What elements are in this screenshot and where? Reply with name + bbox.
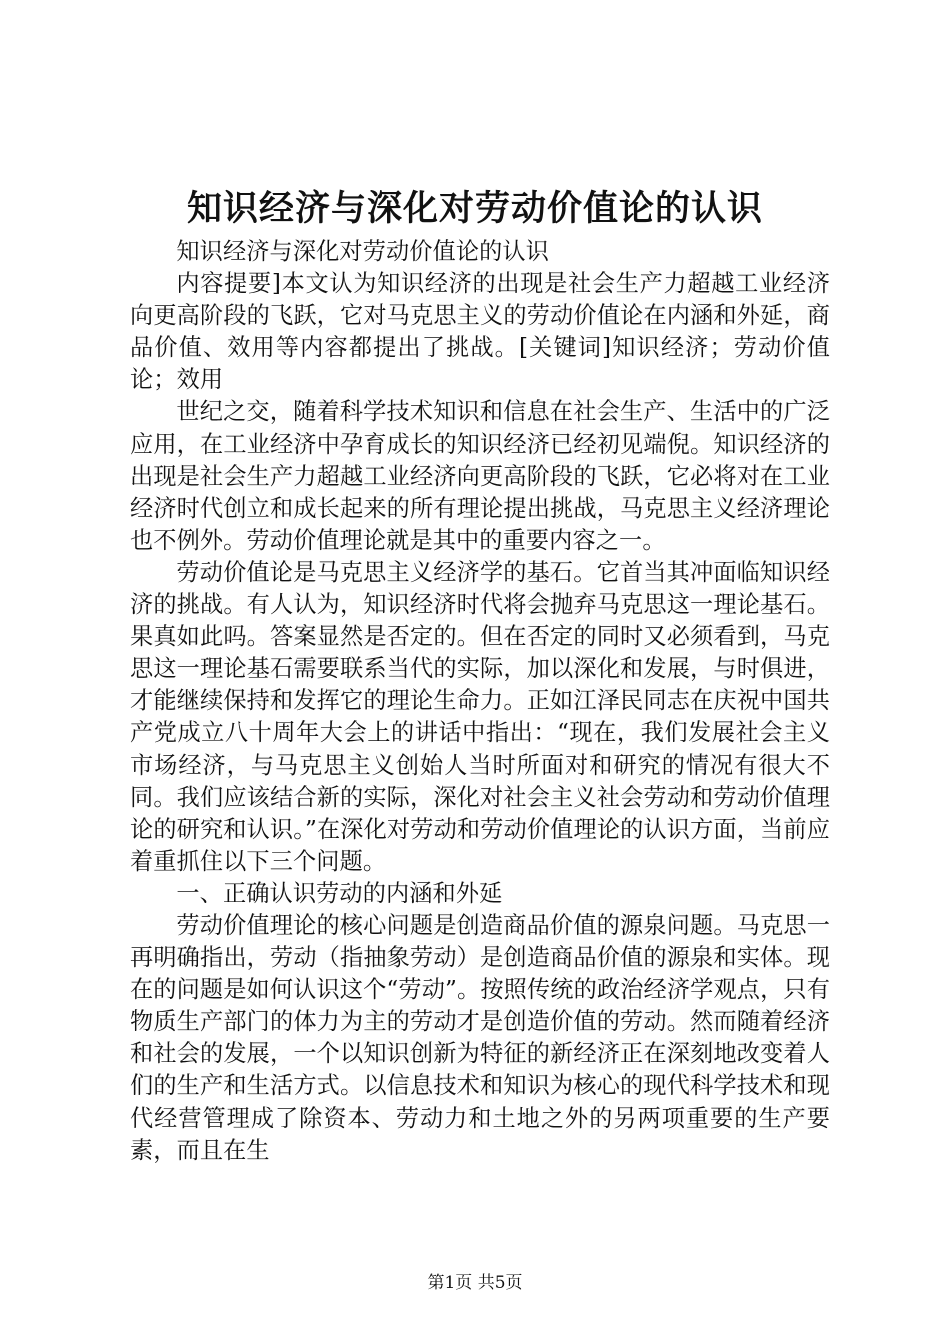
section-heading-1: 一、正确认识劳动的内涵和外延 [176,879,503,907]
paragraph-core-question: 劳动价值理论的核心问题是创造商品价值的源泉问题。马克思一再明确指出，劳动（指抽象劳动）是创造商品价值的源泉和实体。现在的问题是如何认识这个“劳动”。按照传统的政治经济学观点，只有物质生产部门的体力为主的劳动才是创造价值的劳动。然而随着经济和社会的发展，一个以知识创新为特征的新经济正在深刻地改变着人们的生产和生活方式。以信息技术和知识为核心的现代科学技术和现代经营管理成了除资本、劳动力和土地之外的另两项重要的生产要素，而且在生 [130,911,830,1164]
page-footer: 第1页 共5页 [427,1273,523,1293]
document-body [130,236,830,1167]
paragraph-intro: 世纪之交，随着科学技术知识和信息在社会生产、生活中的广泛应用，在工业经济中孕育成长的知识经济已经初见端倪。知识经济的出现是社会生产力超越工业经济向更高阶段的飞跃，它必将对在工业经济时代创立和成长起来的所有理论提出挑战，马克思主义经济理论也不例外。劳动价值理论就是其中的重要内容之一。 [130,398,830,554]
document-title: 知识经济与深化对劳动价值论的认识 [186,188,763,229]
paragraph-abstract: 内容提要]本文认为知识经济的出现是社会生产力超越工业经济向更高阶段的飞跃，它对马克思主义的劳动价值论在内涵和外延，商品价值、效用等内容都提出了挑战。[关键词]知识经济；劳动价值论；效用 [130,270,830,394]
paragraph-labor-value-theory: 劳动价值论是马克思主义经济学的基石。它首当其冲面临知识经济的挑战。有人认为，知识经济时代将会抛弃马克思这一理论基石。果真如此吗。答案显然是否定的。但在否定的同时又必须看到，马克思这一理论基石需要联系当代的实际，加以深化和发展，与时俱进，才能继续保持和发挥它的理论生命力。正如江泽民同志在庆祝中国共产党成立八十周年大会上的讲话中指出：“现在，我们发展社会主义市场经济，与马克思主义创始人当时所面对和研究的情况有很大不同。我们应该结合新的实际，深化对社会主义社会劳动和劳动价值理论的研究和认识。”在深化对劳动和劳动价值理论的认识方面，当前应着重抓住以下三个问题。 [130,558,830,875]
paragraph-subtitle: 知识经济与深化对劳动价值论的认识 [176,238,549,265]
